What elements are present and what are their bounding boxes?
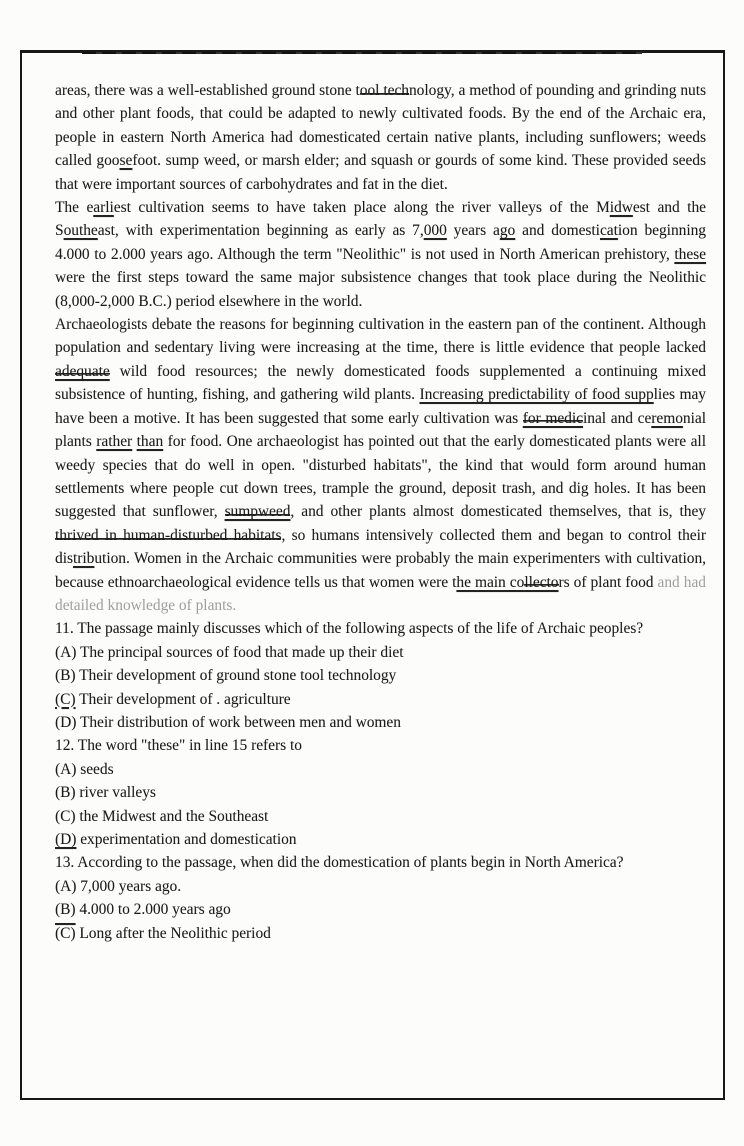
passage-text: rs of plant food — [558, 573, 658, 591]
pen-marked-text: for medic — [522, 409, 583, 427]
answer-option — [55, 922, 706, 945]
option-label: (D) — [55, 713, 77, 731]
option-label: (C) — [55, 690, 76, 708]
option-text: Long after the Neolithic period — [75, 924, 271, 942]
passage-text: and domesti — [515, 222, 600, 240]
pen-marked-text: remo — [651, 409, 683, 427]
pen-marked-text: rather — [96, 433, 133, 451]
option-label: (A) — [55, 760, 77, 778]
option-text: 7,000 years ago. — [76, 877, 182, 895]
pen-marked-text: trib — [72, 550, 95, 568]
option-text: Their development of ground stone tool technology — [75, 667, 397, 685]
passage-text: inal and ce — [583, 409, 652, 427]
pen-marked-text: arli — [93, 199, 114, 217]
answer-option — [55, 664, 706, 687]
option-text: river valleys — [75, 784, 156, 802]
answer-option — [55, 711, 706, 734]
pen-marked-text: and had detailed knowledge of plants. — [55, 573, 707, 614]
passage-text: foot. sump weed, or marsh elder; and squash or gourds of some kind. These provided seeds that were important sources of carbohydrates and fat in the diet. — [55, 152, 706, 193]
option-text: Their distribution of work between men and women — [76, 713, 401, 731]
option-label: (C) — [55, 924, 76, 942]
option-text: seeds — [76, 760, 114, 778]
pen-marked-text: outhe — [63, 222, 98, 240]
option-label: (A) — [55, 643, 77, 661]
passage-text: ion beginning 4.000 to 2.000 years ago. Although the term "Neolithic" is not used in North American prehistory, — [55, 222, 707, 263]
question-section — [55, 617, 706, 945]
option-label: (A) — [55, 877, 77, 895]
passage-paragraph — [55, 196, 706, 313]
option-text: the Midwest and the Southeast — [75, 807, 269, 825]
pen-marked-text: cat — [599, 222, 618, 240]
answer-option — [55, 875, 706, 898]
option-text: Their development of . agriculture — [75, 690, 291, 708]
option-text: 4.000 to 2.000 years ago — [75, 901, 231, 919]
passage-text: est and the S — [55, 199, 706, 240]
option-label: (B) — [55, 667, 76, 685]
passage-paragraph — [55, 313, 706, 617]
pen-marked-text: sumpweed — [224, 503, 291, 521]
passage-text: were the first steps toward the same major subsistence changes that took place during the Neolithic (8,000-2,000 B.C.) period elsewhere in the world. — [55, 269, 706, 310]
pen-marked-text: llecto — [524, 573, 559, 591]
passage-text: nology, a method of pounding and grinding nuts and other plant foods, that could be adapted to newly cultivated foods. By the end of the Archaic era, people in eastern North America had domesticated certain native plants, including sunflowers; weeds called goo — [55, 82, 706, 170]
pen-marked-text: he main co — [456, 573, 525, 591]
pen-marked-text: adequate — [55, 362, 110, 380]
pen-marked-text: go — [499, 222, 516, 240]
passage-text: years a — [446, 222, 500, 240]
answer-option — [55, 758, 706, 781]
passage-text: nial plants — [55, 409, 706, 451]
question-block — [55, 734, 706, 851]
passage-text: est cultivation seems to have taken place along the river valleys of the M — [113, 199, 610, 217]
option-label: (C) — [55, 807, 76, 825]
pen-marked-text: 000 — [423, 222, 447, 240]
option-label: (B) — [55, 784, 76, 802]
pen-marked-text: ool tech — [359, 82, 409, 99]
option-label: (D) — [55, 831, 77, 848]
question-text: 12. The word "these" in line 15 refers to — [55, 737, 302, 755]
page-content — [55, 79, 706, 945]
reading-passage — [55, 79, 706, 617]
passage-text: The e — [55, 199, 94, 217]
option-text: experimentation and domestication — [76, 831, 297, 848]
passage-text: , so humans intensively collected them and began to control their dis — [55, 526, 706, 568]
pen-marked-text: than — [136, 433, 164, 451]
answer-option — [55, 641, 706, 664]
question-text: 11. The passage mainly discusses which of the following aspects of the life of Archaic peoples? — [55, 620, 644, 638]
answer-option — [55, 828, 706, 851]
passage-text: lies may have been a motive. It has been suggested that some early cultivation was — [55, 386, 706, 427]
passage-text: areas, there was a well-established ground stone t — [55, 82, 360, 99]
option-label: (B) — [55, 901, 76, 919]
pen-marked-text: idw — [609, 199, 633, 217]
passage-text: wild food resources; the newly domesticated foods supplemented a continuing mixed subsistence of hunting, fishing, and gathering wild plants. — [55, 362, 706, 404]
answer-option — [55, 688, 706, 711]
question-block — [55, 851, 706, 945]
passage-text: ast, with experimentation beginning as early as 7, — [97, 222, 424, 240]
passage-paragraph — [55, 79, 706, 196]
pen-marked-text: se — [119, 152, 133, 170]
question-text: 13. According to the passage, when did the domestication of plants begin in North America? — [55, 854, 624, 872]
pen-marked-text: thrived in human-disturbed habitats — [55, 526, 282, 544]
passage-text: ution. Women in the Archaic communities were probably the main experimenters with cultivation, because ethnoarchaeological evidence tells us that women were t — [55, 550, 706, 591]
answer-option — [55, 898, 706, 921]
passage-text: Archaeologists debate the reasons for beginning cultivation in the eastern pan of the continent. Although population and sedentary living were increasing at the time, there is little evidence that people lacked — [55, 316, 706, 357]
answer-option — [55, 781, 706, 804]
passage-text: , and other plants almost domesticated themselves, that is, they — [290, 503, 706, 521]
pen-marked-text: these — [674, 245, 706, 263]
pen-marked-text: Increasing predictability of food supp — [419, 386, 654, 404]
option-text: The principal sources of food that made up their diet — [76, 643, 404, 661]
answer-option — [55, 805, 706, 828]
question-block — [55, 617, 706, 734]
passage-text: for food. One archaeologist has pointed out that the early domesticated plants were all weedy species that do well in open. "disturbed habitats", the kind that would form around human settlements where people cut down trees, trample the ground, deposit trash, and dig holes. It has been suggested that sunflower, — [55, 433, 706, 521]
